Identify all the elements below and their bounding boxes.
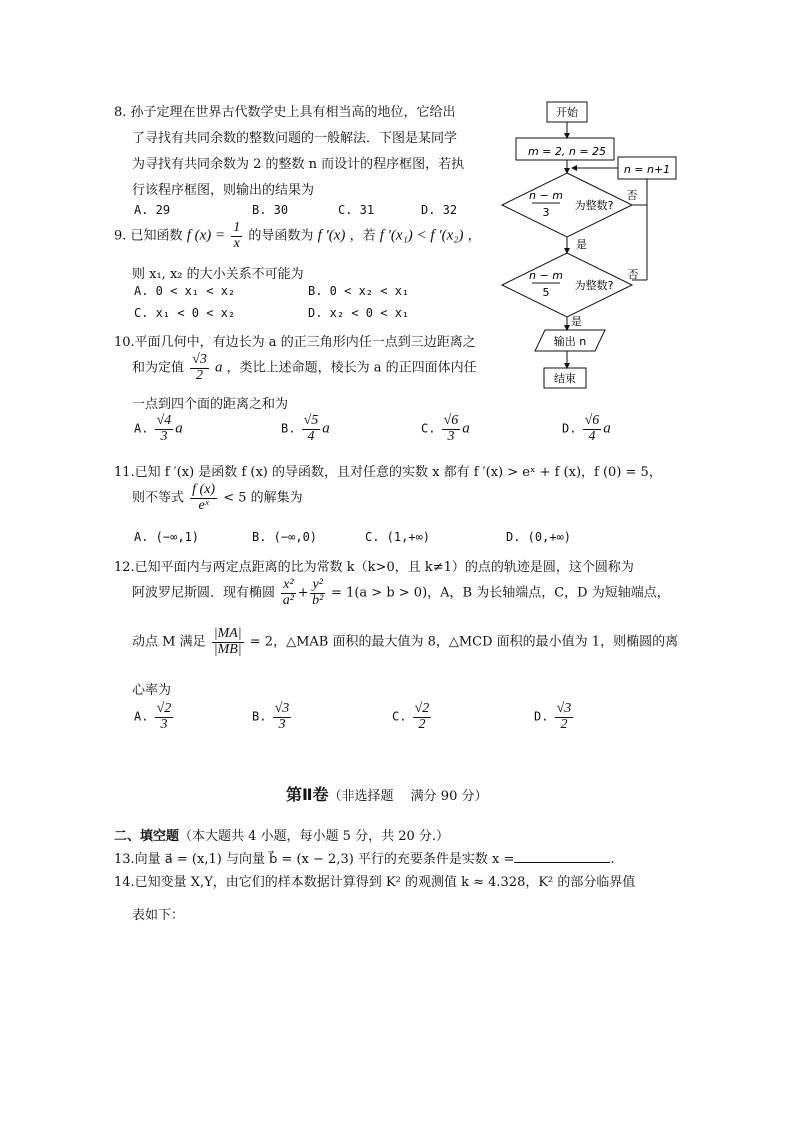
flow-cond1-tail: 为整数?	[574, 199, 614, 212]
q14-line-1: 14.已知变量 X,Y，由它们的样本数据计算得到 K² 的观测值 k ≈ 4.328，K² 的部分临界值	[114, 875, 636, 890]
q10-const-num: √3	[192, 352, 207, 367]
q14-line-2: 表如下：	[132, 908, 185, 923]
flow-cond1-num: n − m	[529, 189, 563, 202]
q9-line-2: 则 x₁, x₂ 的大小关系不可能为	[132, 267, 304, 282]
q13-line: 13.向量 a⃗ = (x,1) 与向量 b⃗ = (x − 2,3) 平行的充要条件是实数 x = .	[114, 852, 615, 867]
flow-end-text: 结束	[554, 372, 576, 385]
q11-l2-suffix: < 5 的解集为	[223, 490, 303, 506]
q8-line-4: 行该程序框图，则输出的结果为	[132, 183, 315, 198]
flow-cond2-num: n − m	[529, 269, 563, 282]
q10-line-1: 10.平面几何中，有边长为 a 的正三角形内任一点到三边距离之	[114, 335, 476, 350]
q8-option-a: A. 29	[134, 203, 171, 217]
q12-option-c: C. $\frac{√2}{2}$	[392, 701, 430, 732]
q13-answer-blank[interactable]	[514, 850, 610, 863]
flow-start-text: 开始	[556, 106, 578, 119]
q9-frac-den: x	[233, 235, 240, 251]
q12-line-1: 12.已知平面内与两定点距离的比为常数 k（k>0，且 k≠1）的点的轨迹是圆，这个圆称为	[114, 560, 634, 575]
q10-option-c: C. $\frac{√6}{3}$ a	[421, 413, 470, 444]
q9-option-c: C. x₁ < 0 < x₂	[134, 306, 236, 320]
q9-line-1	[114, 221, 481, 251]
q12-ellipse-x: $\frac{\text{x²}}{\text{a²}}$	[282, 577, 294, 608]
flow-output-text: 输出 n	[553, 335, 587, 348]
flow-cond2-tail: 为整数?	[574, 279, 614, 292]
q8-line-3: 为寻找有共同余数为 2 的整数 n 而设计的程序框图，若执	[132, 157, 465, 172]
q9-comma: ，	[467, 228, 481, 244]
q9-prefix: 已知函数	[130, 228, 183, 244]
q10-constant	[190, 353, 209, 383]
q12-line-3: 动点 M 满足 $\frac{|MA|}{|MB|}$ = 2，△MAB 面积的最大值为 8，△MCD 面积的最小值为 1，则椭圆的离	[132, 626, 679, 657]
part2-heading: 二、填空题（本大题共 4 小题，每小题 5 分，共 20 分.）	[114, 829, 450, 844]
flow-cond2-den: 5	[542, 286, 550, 299]
q10-line-2	[132, 353, 477, 383]
q12-option-b: B. $\frac{√3}{3}$	[252, 701, 290, 732]
q12-ratio: $\frac{|MA|}{|MB|}$	[213, 626, 242, 657]
q11-option-a: A. (−∞,1)	[134, 530, 200, 544]
q8-line-1: 8. 孙子定理在世界古代数学史上具有相当高的地位，它给出	[114, 105, 456, 120]
q10-option-a: A. $\frac{√4}{3}$ a	[134, 413, 183, 444]
q10-l2-suffix: ，类比上述命题，棱长为 a 的正四面体内任	[226, 360, 477, 376]
flow-cond1-yes: 是	[576, 238, 587, 251]
q8-option-d: D. 32	[421, 203, 458, 217]
q9-derivative: f ′(x)	[317, 227, 346, 244]
q10-option-b: B. $\frac{√5}{4}$ a	[281, 413, 330, 444]
q8-option-c: C. 31	[338, 203, 375, 217]
q11-option-b: B. (−∞,0)	[252, 530, 318, 544]
q9-if: ，若	[349, 228, 376, 244]
section-title: 第Ⅱ卷（非选择题 满分 90 分）	[286, 785, 488, 804]
q12-ellipse-y: $\frac{\text{y²}}{\text{b²}}$	[312, 577, 324, 608]
q10-option-d: D. $\frac{√6}{4}$ a	[562, 413, 611, 444]
q12-option-a: A. $\frac{√2}{3}$	[134, 701, 172, 732]
flow-cond1-no: 否	[626, 189, 638, 202]
q9-number: 9.	[114, 228, 127, 244]
q10-l2-prefix: 和为定值	[132, 360, 185, 376]
flow-cond2-yes: 是	[571, 315, 582, 328]
q9-function: f (x) =	[186, 227, 226, 244]
q12-option-d: D. $\frac{√3}{2}$	[534, 701, 572, 732]
q9-inequality: f ′(x₁) < f ′(x₂)	[379, 227, 464, 244]
flow-cond2-no: 否	[627, 268, 639, 281]
q11-option-c: C. (1,+∞)	[365, 530, 431, 544]
q9-middle: 的导函数为	[248, 228, 314, 244]
q10-const-var: a	[214, 359, 223, 376]
q8-option-b: B. 30	[252, 203, 289, 217]
flow-init-text: m = 2, n = 25	[527, 145, 607, 158]
q9-option-d: D. x₂ < 0 < x₁	[308, 306, 410, 320]
q9-option-b: B. 0 < x₂ < x₁	[308, 284, 410, 298]
q11-fraction: $\frac{f (x)}{\text{eˣ}}$	[192, 482, 216, 513]
q11-option-d: D. (0,+∞)	[506, 530, 572, 544]
q11-l2-prefix: 则不等式	[132, 490, 185, 506]
q9-fraction	[231, 221, 242, 251]
q10-const-den: 2	[196, 367, 203, 383]
q8-line-2: 了寻找有共同余数的整数问题的一般解法．下图是某同学	[132, 131, 458, 146]
q11-line-1: 11.已知 f ′(x) 是函数 f (x) 的导函数，且对任意的实数 x 都有 f ′(x) > eˣ + f (x)，f (0) = 5，	[114, 465, 662, 480]
q12-line-2: 阿波罗尼斯圆．现有椭圆 $\frac{\text{x²}}{\text{a²}}$ + $\frac{\text{y²}}{\text{b²}}$ = 1(a > b > 0)，A，B 为长轴端点，C，D 为短轴端点，	[132, 577, 670, 608]
q10-line-3: 一点到四个面的距离之和为	[132, 397, 289, 412]
q11-line-2	[132, 483, 303, 513]
flow-cond1-den: 3	[542, 206, 550, 219]
flow-update-text: n = n+1	[623, 163, 671, 176]
q12-line-4: 心率为	[132, 683, 172, 698]
q9-option-a: A. 0 < x₁ < x₂	[134, 284, 236, 298]
q9-frac-num: 1	[233, 220, 241, 235]
flowchart	[500, 95, 685, 395]
